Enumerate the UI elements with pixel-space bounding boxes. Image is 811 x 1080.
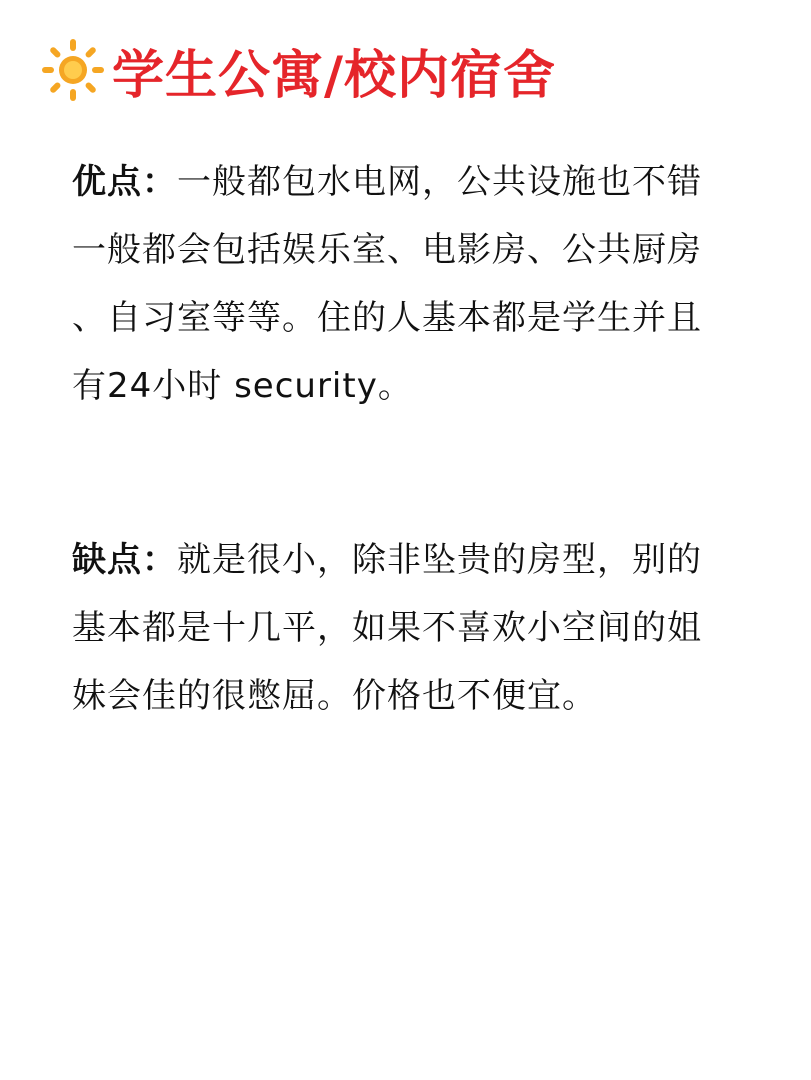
cons-line-3: 妹会佳的很憋屈。价格也不便宜。: [72, 676, 597, 716]
pros-section: [72, 148, 762, 420]
sun-icon: [40, 37, 106, 103]
title-row: [40, 34, 556, 106]
page-title: 学生公寓/校内宿舍: [112, 45, 556, 106]
pros-text: 一般都包水电网，公共设施也不错: [177, 162, 702, 202]
pros-line-2: 一般都会包括娱乐室、电影房、公共厨房: [72, 230, 702, 270]
cons-line-2: 基本都是十几平，如果不喜欢小空间的姐: [72, 608, 702, 648]
cons-label: 缺点：: [72, 540, 177, 580]
pros-label: 优点：: [72, 162, 177, 202]
cons-section: [72, 526, 762, 730]
pros-line-4: 有24小时 security。: [72, 366, 413, 406]
pros-line-1: [72, 148, 762, 216]
cons-line-1: [72, 526, 762, 594]
cons-text: 就是很小，除非坠贵的房型，别的: [177, 540, 702, 580]
pros-line-3: 、自习室等等。住的人基本都是学生并且: [72, 298, 702, 338]
